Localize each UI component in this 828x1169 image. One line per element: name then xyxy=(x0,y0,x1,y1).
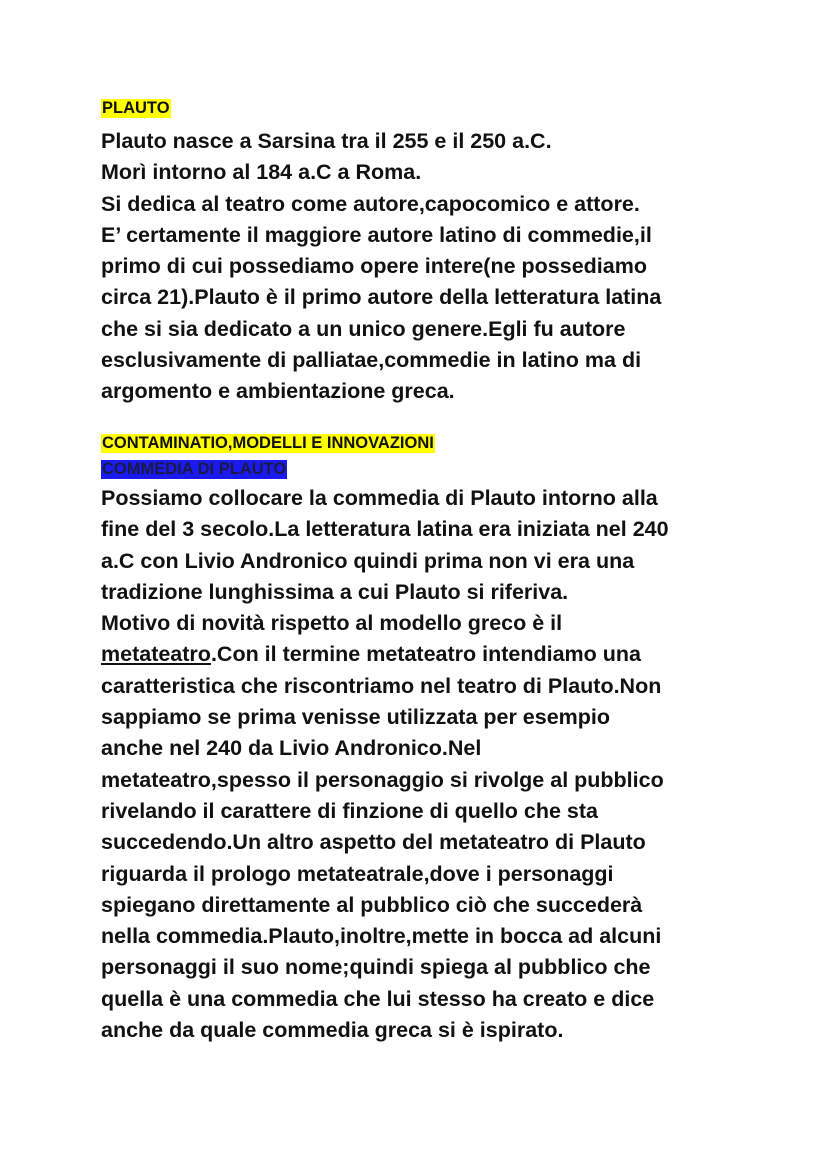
section-paragraph-plauto xyxy=(101,126,741,408)
section-subheading-commedia: COMMEDIA DI PLAUTO xyxy=(102,460,287,478)
paragraph-line: esclusivamente di palliatae,commedie in latino ma di xyxy=(101,348,642,373)
paragraph-line: anche da quale commedia greca si è ispirato. xyxy=(101,1018,564,1043)
paragraph-line: tradizione lunghissima a cui Plauto si riferiva. xyxy=(101,579,569,604)
paragraph-line: Si dedica al teatro come autore,capocomico e attore. xyxy=(101,191,640,216)
paragraph-line: a.C con Livio Andronico quindi prima non vi era una xyxy=(101,548,635,573)
paragraph-line: primo di cui possediamo opere intere(ne possediamo xyxy=(101,254,647,279)
section-paragraph-commedia xyxy=(101,483,741,1046)
line-rest: .Con il termine metateatro intendiamo una xyxy=(210,642,642,667)
paragraph-line: spiegano direttamente al pubblico ciò che succederà xyxy=(101,892,643,917)
paragraph-line: sappiamo se prima venisse utilizzata per esempio xyxy=(101,705,611,730)
paragraph-line: nella commedia.Plauto,inoltre,mette in bocca ad alcuni xyxy=(101,924,662,949)
paragraph-line: quella è una commedia che lui stesso ha creato e dice xyxy=(101,986,655,1011)
paragraph-line: Possiamo collocare la commedia di Plauto intorno alla xyxy=(101,486,658,510)
paragraph-line: circa 21).Plauto è il primo autore della letteratura latina xyxy=(101,285,662,310)
paragraph-line: fine del 3 secolo.La letteratura latina era iniziata nel 240 xyxy=(101,517,669,542)
paragraph-line: Plauto nasce a Sarsina tra il 255 e il 250 a.C. xyxy=(101,129,552,153)
paragraph-line: Motivo di novità rispetto al modello greco è il xyxy=(101,611,563,636)
paragraph-line: metateatro,spesso il personaggio si rivolge al pubblico xyxy=(101,767,664,792)
paragraph-line: caratteristica che riscontriamo nel teatro di Plauto.Non xyxy=(101,673,662,698)
paragraph-line: E’ certamente il maggiore autore latino di commedie,il xyxy=(101,222,652,247)
underlined-term: metateatro xyxy=(101,642,211,667)
paragraph-line: anche nel 240 da Livio Andronico.Nel xyxy=(101,736,482,761)
paragraph-line: personaggi il suo nome;quindi spiega al pubblico che xyxy=(101,955,651,980)
section-heading-contaminatio: CONTAMINATIO,MODELLI E INNOVAZIONI xyxy=(102,434,434,452)
paragraph-line: succedendo.Un altro aspetto del metateatro di Plauto xyxy=(101,830,646,855)
section-heading-plauto: PLAUTO xyxy=(102,99,170,117)
paragraph-line: riguarda il prologo metateatrale,dove i personaggi xyxy=(101,861,614,886)
paragraph-line: che si sia dedicato a un unico genere.Egli fu autore xyxy=(101,316,626,341)
paragraph-line: argomento e ambientazione greca. xyxy=(101,379,455,404)
paragraph-line xyxy=(101,639,741,670)
paragraph-line: rivelando il carattere di finzione di quello che sta xyxy=(101,798,599,823)
paragraph-line: Morì intorno al 184 a.C a Roma. xyxy=(101,160,422,185)
